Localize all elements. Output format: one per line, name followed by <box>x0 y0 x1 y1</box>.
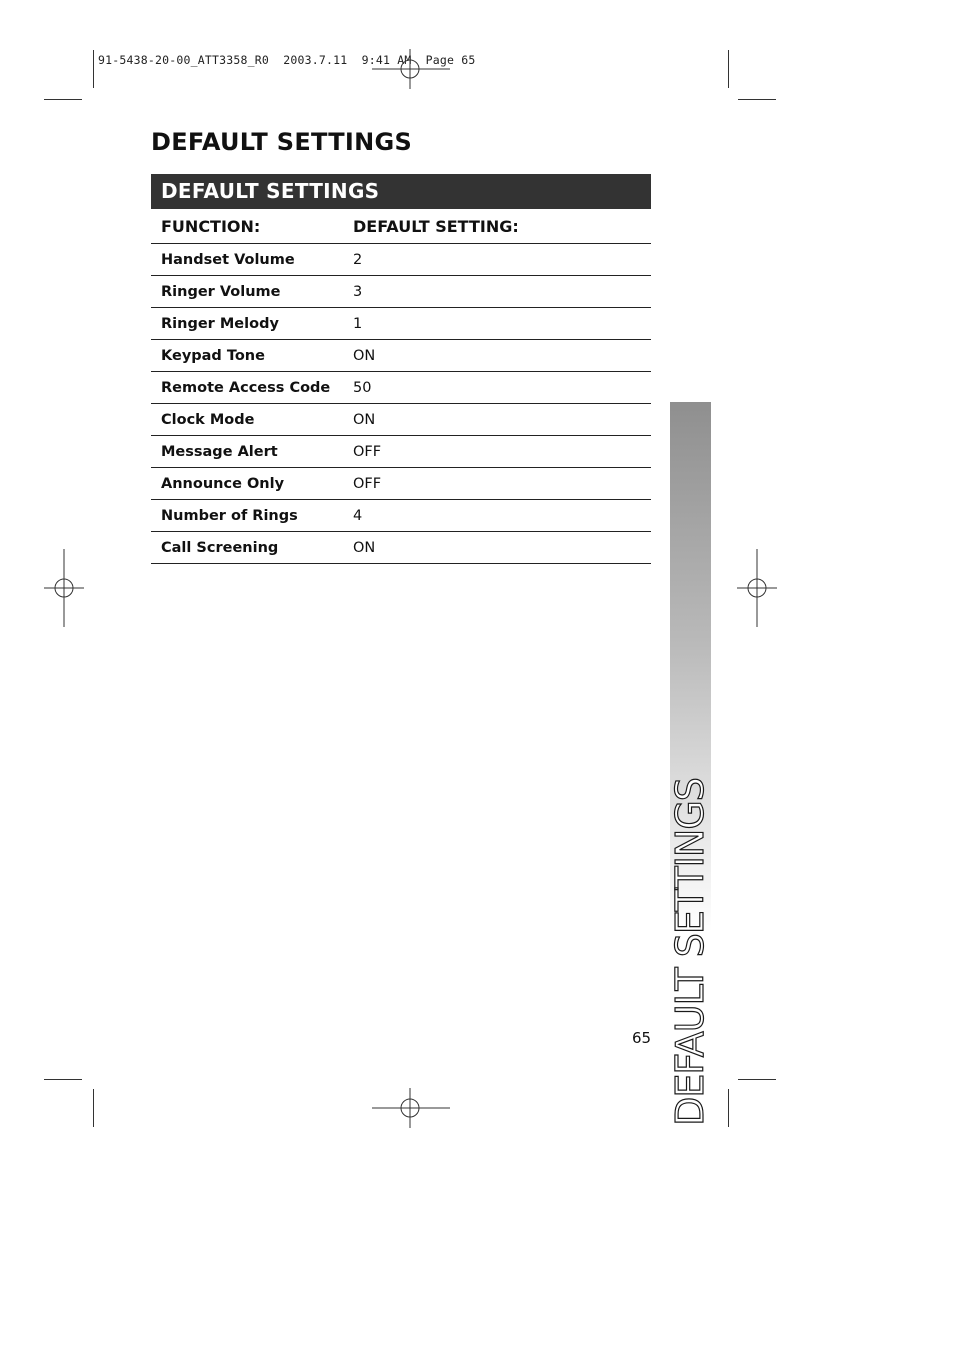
print-slug: 91-5438-20-00_ATT3358_R0 2003.7.11 9:41 AM Page 65 <box>98 53 476 67</box>
row-value: 2 <box>353 251 363 268</box>
registration-mark-icon <box>737 549 777 627</box>
crop-mark <box>728 50 729 88</box>
crop-mark <box>738 1079 776 1080</box>
row-value: 50 <box>353 379 372 396</box>
row-value: 3 <box>353 283 363 300</box>
header-function: FUNCTION: <box>161 216 261 236</box>
crop-mark <box>728 1089 729 1127</box>
table-row <box>151 436 651 468</box>
header-default-setting: DEFAULT SETTING: <box>353 216 519 236</box>
row-value: OFF <box>353 475 382 492</box>
crop-mark <box>738 99 776 100</box>
crop-mark <box>44 1079 82 1080</box>
table-row <box>151 276 651 308</box>
table-row <box>151 532 651 564</box>
row-function: Remote Access Code <box>161 379 331 396</box>
page-number: 65 <box>632 1029 652 1047</box>
table-row <box>151 500 651 532</box>
side-tab-label: DEFAULT SETTINGS <box>668 778 712 1126</box>
table-row <box>151 468 651 500</box>
row-value: OFF <box>353 443 382 460</box>
row-value: ON <box>353 347 376 364</box>
row-function: Ringer Melody <box>161 315 279 332</box>
crop-mark <box>44 99 82 100</box>
table-row <box>151 340 651 372</box>
registration-mark-icon <box>44 549 84 627</box>
default-settings-table <box>151 174 651 564</box>
table-header-row <box>151 209 651 244</box>
row-value: ON <box>353 539 376 556</box>
row-function: Announce Only <box>161 475 285 492</box>
row-function: Number of Rings <box>161 507 298 524</box>
crop-mark <box>93 1089 94 1127</box>
row-function: Message Alert <box>161 443 278 460</box>
crop-mark <box>93 50 94 88</box>
table-banner: DEFAULT SETTINGS <box>151 174 651 209</box>
row-function: Call Screening <box>161 539 279 556</box>
table-row <box>151 308 651 340</box>
row-function: Keypad Tone <box>161 347 265 364</box>
row-function: Clock Mode <box>161 411 255 428</box>
table-row <box>151 404 651 436</box>
row-function: Handset Volume <box>161 251 295 268</box>
section-side-tab <box>668 402 712 1126</box>
row-value: 1 <box>353 315 363 332</box>
row-value: 4 <box>353 507 363 524</box>
registration-mark-icon <box>372 1088 450 1128</box>
page-title: DEFAULT SETTINGS <box>151 128 413 156</box>
row-function: Ringer Volume <box>161 283 281 300</box>
row-value: ON <box>353 411 376 428</box>
table-row <box>151 244 651 276</box>
table-row <box>151 372 651 404</box>
registration-mark-icon <box>372 49 450 89</box>
